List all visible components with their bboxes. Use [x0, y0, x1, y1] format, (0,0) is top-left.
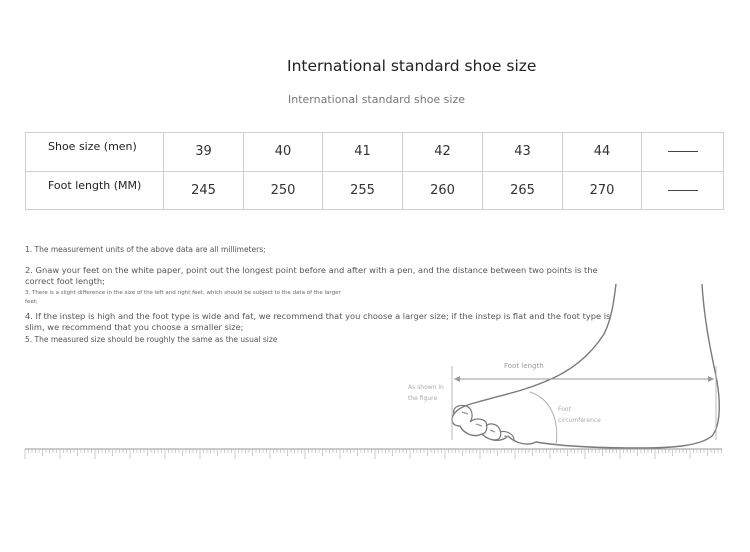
dash-mark: [668, 190, 698, 191]
table-cell: 250: [244, 171, 323, 210]
as-shown-label-1: As shown in: [408, 384, 444, 391]
row-label-foot-length: Foot length (MM): [26, 171, 164, 210]
page-subtitle: International standard shoe size: [288, 93, 466, 106]
circumference-label-1: Foot: [558, 406, 571, 413]
ruler-ticks: [25, 449, 722, 459]
note-5: 5. The measured size should be roughly the same as the usual size: [25, 335, 278, 344]
arrow-head-left: [454, 376, 460, 382]
table-cell: 265: [483, 171, 563, 210]
table-cell: 42: [403, 133, 483, 172]
table-row-shoe-size: [26, 133, 724, 172]
table-cell: 43: [483, 133, 563, 172]
table-cell: 40: [244, 133, 323, 172]
table-cell: 255: [323, 171, 403, 210]
table-cell-dash: [642, 133, 724, 172]
toenail: [504, 436, 509, 437]
ruler: [0, 440, 750, 470]
size-table: [25, 132, 724, 210]
arrow-head-right: [708, 376, 714, 382]
table-cell-dash: [642, 171, 724, 210]
table-cell: 260: [403, 171, 483, 210]
dash-mark: [668, 151, 698, 152]
toenail: [476, 424, 482, 426]
foot-diagram: [0, 270, 750, 460]
row-label-shoe-size: Shoe size (men): [26, 133, 164, 172]
as-shown-label-2: the figure: [408, 395, 438, 402]
table-cell: 245: [164, 171, 244, 210]
table-cell: 41: [323, 133, 403, 172]
toenail: [490, 430, 495, 432]
note-3: 3. There is a slight difference in the size of the left and right feet, which should be subject to the data of the larger feet;: [25, 290, 341, 305]
note-2: 2. Gnaw your feet on the white paper, point out the longest point before and after with a pen, and the distance between two points is the correct foot length;: [25, 265, 598, 286]
note-1: 1. The measurement units of the above data are all millimeters;: [25, 245, 266, 254]
toe-shape: [454, 405, 472, 422]
page-title: International standard shoe size: [287, 57, 537, 75]
table-cell: 270: [563, 171, 642, 210]
toenail: [462, 412, 468, 414]
circumference-label-2: circumference: [558, 417, 601, 424]
table-cell: 39: [164, 133, 244, 172]
circumference-line: [530, 392, 557, 446]
foot-length-label: Foot length: [504, 362, 544, 370]
toe-shape: [470, 419, 487, 434]
note-4: 4. If the instep is high and the foot type is wide and fat, we recommend that you choose a larger size; if the instep is flat and the foot type is slim, we recommend that you choose a smaller size;: [25, 311, 611, 332]
table-row-foot-length: [26, 171, 724, 210]
table-cell: 44: [563, 133, 642, 172]
